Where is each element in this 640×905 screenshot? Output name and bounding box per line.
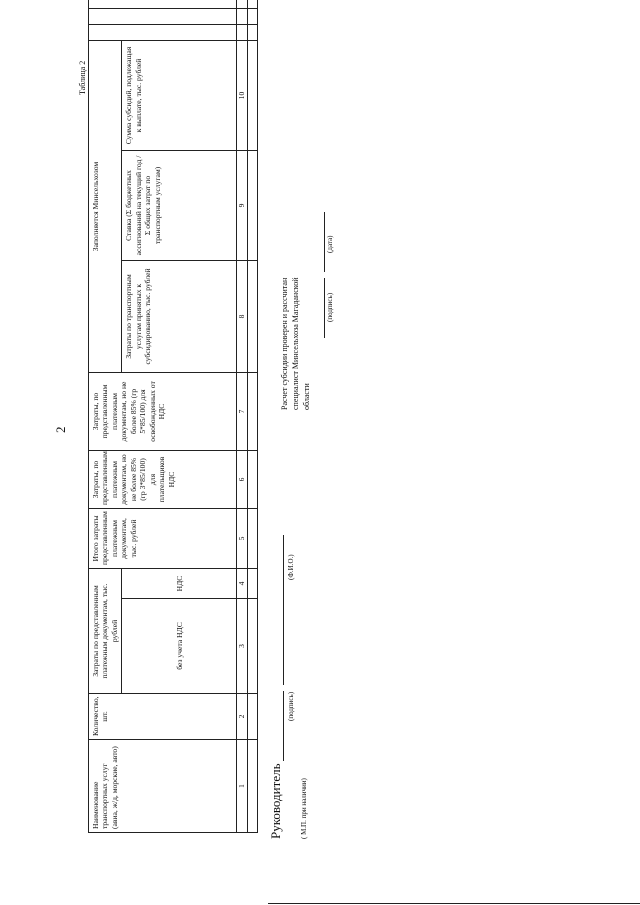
head-signature-line	[283, 692, 284, 762]
col-number: 10	[237, 40, 247, 150]
header-col1: Наименование транспортных услуг (авиа, ж/д, морские, авто)	[89, 740, 237, 833]
header-col6: Затраты, по представленным платежным документам, но не более 85% (гр 3*85/100) для плательщиков НДС	[89, 450, 237, 508]
empty-cell	[237, 24, 247, 40]
header-extra-3	[89, 0, 237, 8]
empty-cell	[237, 0, 247, 8]
header-col9: Ставка (Σ бюджетных ассигнований на текущий год / Σ общих затрат по транспортным услугам)	[122, 150, 237, 260]
col-number: 4	[237, 568, 247, 598]
header-col4: НДС	[122, 568, 237, 598]
specialist-date-caption: (дата)	[326, 235, 335, 253]
head-fio-caption: (Ф.И.О.)	[287, 554, 295, 580]
signature-block-head	[268, 536, 308, 840]
col-number: 8	[237, 260, 247, 372]
header-col8: Затраты по транспортным услугам принятых к субсидированию, тыс. рублей	[122, 260, 237, 372]
col-number: 9	[237, 150, 247, 260]
empty-row	[247, 0, 257, 833]
col-number: 1	[237, 740, 247, 833]
specialist-sign-caption: (подпись)	[326, 292, 335, 322]
head-title: Руководитель	[268, 763, 283, 839]
table-label: Таблица 2	[78, 60, 87, 95]
header-extra-2	[89, 8, 237, 24]
header-minselkhoz: Заполняется Минсельхозом	[89, 40, 122, 372]
column-numbers-row	[237, 0, 247, 833]
stamp-caption: ( М.П. при наличии)	[300, 778, 308, 839]
specialist-text: Расчет субсидии проверен и рассчитан специалист Минсельхоза Магаданской области	[280, 277, 311, 410]
col-number: 6	[237, 450, 247, 508]
signature-block-specialist	[280, 212, 336, 410]
bottom-rule	[268, 903, 640, 904]
header-col34: Затраты по представленным платежным документам, тыс. рублей	[89, 568, 122, 693]
header-col2: Количество, шт.	[89, 694, 237, 740]
col-number: 7	[237, 372, 247, 450]
col-number: 2	[237, 694, 247, 740]
page-number: 2	[53, 426, 68, 433]
col-number: 5	[237, 508, 247, 568]
subsidy-table	[88, 0, 258, 833]
header-col10: Сумма субсидий, подлежащая к выплате, тыс. рублей	[122, 40, 237, 150]
header-col5: Итого затраты представленным платежным документам, тыс. рублей	[89, 508, 237, 568]
head-sign-caption: (подпись)	[287, 691, 295, 721]
header-col3: без учета НДС	[122, 599, 237, 694]
header-extra-1	[89, 24, 237, 40]
col-number: 3	[237, 599, 247, 694]
empty-cell	[237, 8, 247, 24]
head-fio-line	[283, 536, 284, 686]
header-col7: Затраты, по представленным платежным документам, но не более 85% (гр 5*85/100) для освобожденных от НДС	[89, 372, 237, 450]
